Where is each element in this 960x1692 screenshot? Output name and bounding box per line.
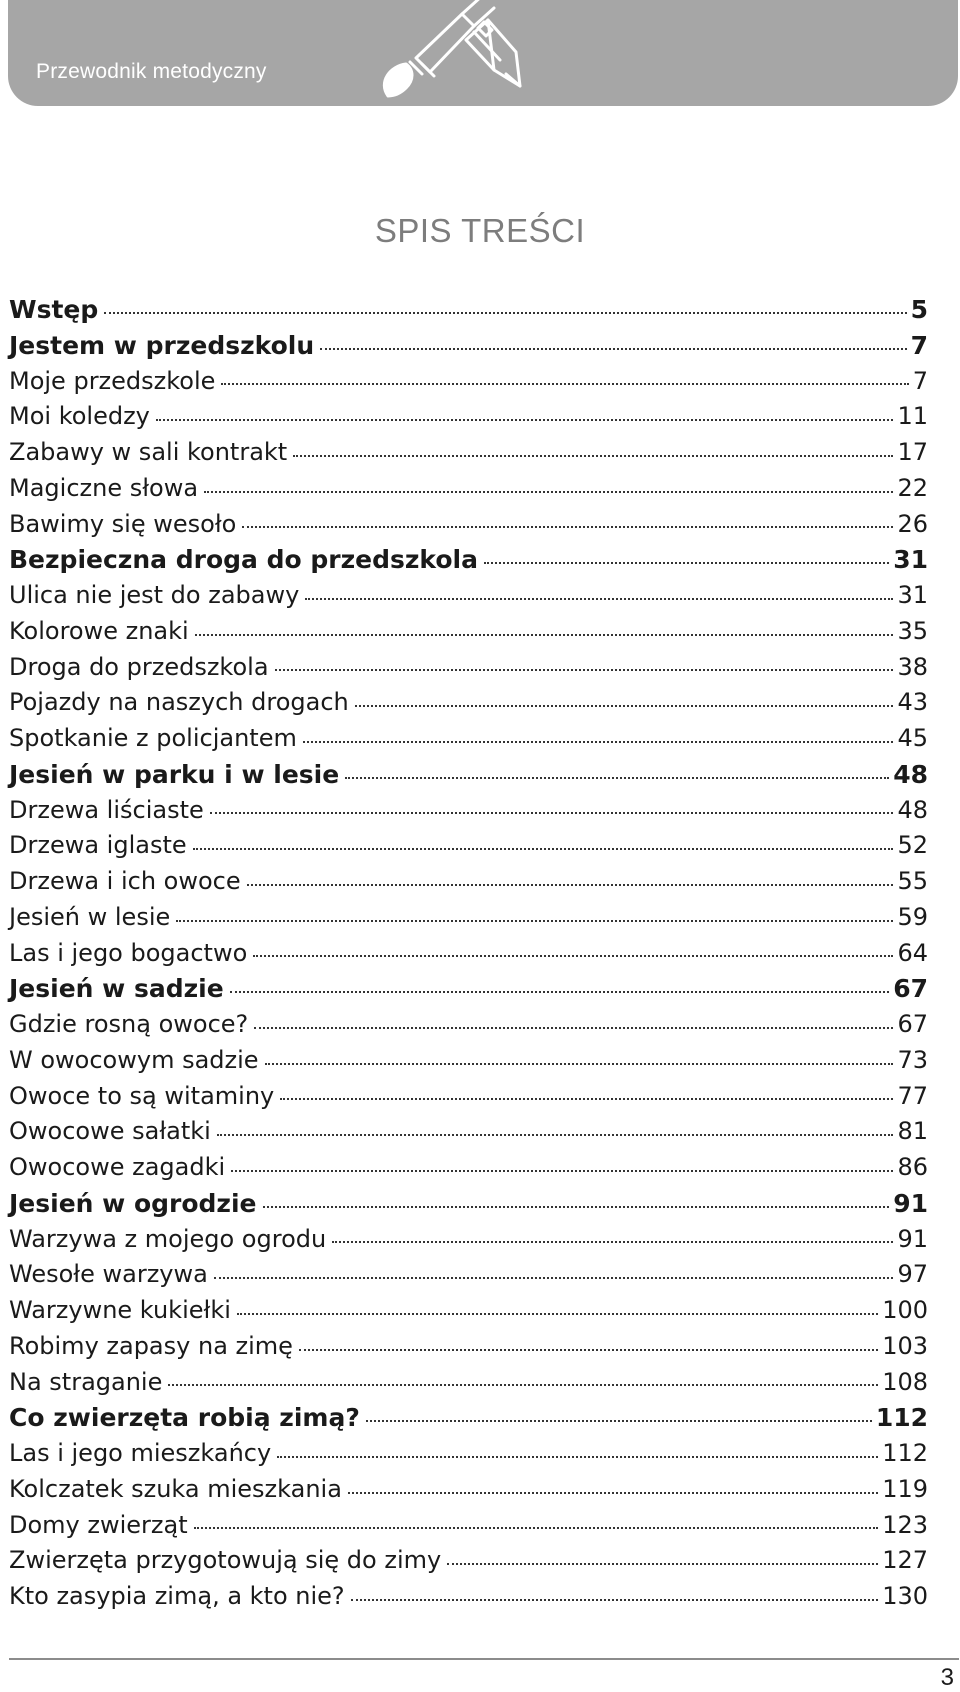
header-title: Przewodnik metodyczny [36,60,267,83]
toc-entry [9,435,928,471]
toc-entry [9,1150,928,1186]
toc-entry-page: 112 [875,1403,928,1433]
toc-entry-title: Owocowe sałatki [9,1117,211,1146]
toc-entry-page: 48 [893,759,928,789]
toc-dot-leader [231,1170,893,1172]
toc-dot-leader [293,455,893,457]
toc-entry-title: Ulica nie jest do zabawy [9,581,300,609]
toc-entry [9,1114,928,1150]
toc-entry-title: Warzywne kukiełki [9,1296,231,1324]
toc-entry [9,936,928,972]
toc-entry [9,721,928,757]
toc-dot-leader [104,312,906,314]
page-number: 3 [940,1664,954,1691]
toc-entry [9,578,928,614]
toc-section-entry [9,542,928,578]
toc-entry-title: Warzywa z mojego ogrodu [9,1224,327,1253]
toc-entry-page: 100 [882,1296,928,1324]
toc-dot-leader [204,491,893,493]
toc-entry [9,1508,928,1544]
toc-heading: SPIS TREŚCI [374,212,586,249]
toc-entry [9,1329,928,1365]
toc-entry-title: Kolorowe znaki [9,616,189,645]
toc-dot-leader [230,991,890,993]
toc-entry-page: 97 [897,1260,928,1289]
toc-dot-leader [242,526,893,528]
toc-dot-leader [299,1349,878,1351]
toc-dot-leader [194,1527,879,1529]
toc-entry-page: 7 [912,366,928,395]
toc-entry-title: Wesołe warzywa [9,1260,208,1289]
toc-entry [9,1436,928,1472]
toc-entry [9,685,928,721]
toc-entry-page: 127 [882,1546,928,1575]
toc-dot-leader [214,1277,894,1279]
toc-entry [9,471,928,507]
toc-entry [9,1043,928,1079]
toc-dot-leader [265,1063,894,1065]
toc-entry-title: Robimy zapasy na zimę [9,1331,293,1360]
toc-dot-leader [348,1492,878,1494]
toc-section-entry [9,1186,928,1222]
toc-entry-title: Zwierzęta przygotowują się do zimy [9,1546,442,1575]
toc-entry-title: Wstęp [9,295,99,324]
toc-entry-page: 7 [910,330,928,360]
toc-dot-leader [280,1098,893,1100]
toc-entry-page: 22 [897,473,928,502]
toc-entry [9,864,928,900]
toc-dot-leader [176,920,893,922]
toc-entry-page: 26 [897,509,928,538]
toc-entry [9,1293,928,1329]
toc-dot-leader [320,348,906,350]
toc-entry-page: 130 [882,1582,928,1610]
toc-entry-title: Las i jego mieszkańcy [9,1439,272,1467]
header-illustration [370,0,570,106]
toc-dot-leader [345,777,889,779]
toc-entry-page: 43 [897,688,928,717]
toc-entry-title: Na straganie [9,1367,163,1396]
toc-entry-title: Jesień w lesie [9,902,171,931]
toc-dot-leader [254,1027,893,1029]
toc-section-entry [9,971,928,1007]
toc-dot-leader [210,812,894,814]
toc-entry-title: Jesień w sadzie [9,974,224,1004]
toc-entry-page: 112 [882,1439,928,1467]
toc-section-entry [9,757,928,793]
toc-entry-page: 5 [910,295,928,324]
toc-entry [9,1079,928,1115]
toc-dot-leader [247,884,894,886]
toc-entry-title: Zabawy w sali kontrakt [9,438,288,466]
footer-rule [9,1658,959,1660]
toc-section-entry [9,1400,928,1436]
toc-entry-page: 86 [897,1153,928,1181]
toc-entry-page: 38 [897,652,928,681]
toc-dot-leader [168,1384,878,1386]
toc-entry-page: 108 [882,1367,928,1396]
toc-entry-page: 31 [893,545,928,575]
toc-entry-page: 123 [882,1510,928,1539]
toc-entry-page: 67 [893,974,928,1004]
toc-entry [9,399,928,435]
toc-entry-page: 35 [897,616,928,645]
toc-dot-leader [193,848,894,850]
toc-entry-page: 48 [897,795,928,824]
toc-entry-title: Kto zasypia zimą, a kto nie? [9,1582,345,1610]
toc-entry [9,507,928,543]
toc-entry-page: 81 [897,1117,928,1146]
toc-entry-title: Las i jego bogactwo [9,938,248,967]
toc-entry [9,1579,928,1615]
toc-entry-title: Jesień w ogrodzie [9,1188,257,1218]
toc-entry-title: Magiczne słowa [9,473,199,502]
toc-section-entry [9,328,928,364]
toc-entry-page: 31 [897,581,928,609]
toc-dot-leader [275,669,894,671]
toc-entry-page: 91 [897,1224,928,1253]
toc-entry [9,1257,928,1293]
toc-entry-page: 59 [897,902,928,931]
toc-entry-page: 55 [897,867,928,895]
toc-entry-page: 91 [893,1188,928,1218]
toc-entry-page: 64 [897,938,928,967]
table-of-contents [9,292,928,1615]
toc-dot-leader [351,1599,879,1601]
toc-dot-leader [366,1420,872,1422]
toc-entry-title: Bawimy się wesoło [9,509,237,538]
toc-dot-leader [263,1206,890,1208]
toc-entry-title: Owocowe zagadki [9,1153,226,1181]
toc-entry-page: 73 [897,1045,928,1074]
toc-dot-leader [355,705,894,707]
toc-dot-leader [305,598,893,600]
toc-entry-page: 77 [897,1081,928,1110]
toc-entry-title: Co zwierzęta robią zimą? [9,1403,360,1433]
toc-dot-leader [484,562,889,564]
toc-dot-leader [253,955,893,957]
toc-entry-title: Droga do przedszkola [9,652,269,681]
toc-dot-leader [221,383,908,385]
toc-dot-leader [447,1563,878,1565]
toc-entry [9,1007,928,1043]
toc-entry-title: Spotkanie z policjantem [9,724,297,752]
toc-entry [9,1543,928,1579]
toc-entry [9,1472,928,1508]
toc-entry-title: W owocowym sadzie [9,1045,259,1074]
toc-entry-title: Pojazdy na naszych drogach [9,688,349,717]
toc-section-entry [9,292,928,328]
toc-entry [9,793,928,829]
toc-entry-title: Gdzie rosną owoce? [9,1010,249,1038]
toc-dot-leader [237,1313,878,1315]
toc-entry [9,1365,928,1401]
toc-entry-title: Jestem w przedszkolu [9,330,315,360]
toc-entry [9,364,928,400]
toc-entry [9,614,928,650]
toc-entry-page: 119 [882,1474,928,1503]
toc-entry [9,828,928,864]
toc-entry-title: Domy zwierząt [9,1510,188,1539]
toc-entry-title: Drzewa liściaste [9,795,204,824]
toc-entry-title: Drzewa iglaste [9,831,187,860]
toc-entry-page: 17 [897,438,928,466]
toc-entry-page: 11 [897,402,928,431]
toc-entry-title: Moi koledzy [9,402,150,431]
pencil-icon [466,20,520,86]
toc-dot-leader [195,634,894,636]
toc-entry-page: 67 [897,1010,928,1038]
toc-entry-title: Owoce to są witaminy [9,1081,275,1110]
toc-dot-leader [156,419,894,421]
toc-dot-leader [217,1134,894,1136]
toc-entry [9,650,928,686]
toc-entry-title: Jesień w parku i w lesie [9,759,340,789]
toc-entry-title: Bezpieczna droga do przedszkola [9,545,478,575]
toc-entry-page: 52 [897,831,928,860]
toc-dot-leader [303,741,894,743]
toc-entry-title: Drzewa i ich owoce [9,867,241,895]
toc-entry-title: Kolczatek szuka mieszkania [9,1474,342,1503]
toc-entry-page: 103 [882,1331,928,1360]
paintbrush-icon [384,0,494,96]
toc-dot-leader [277,1456,878,1458]
toc-entry [9,1222,928,1258]
toc-entry [9,900,928,936]
toc-entry-title: Moje przedszkole [9,366,216,395]
toc-entry-page: 45 [897,724,928,752]
toc-dot-leader [332,1241,893,1243]
